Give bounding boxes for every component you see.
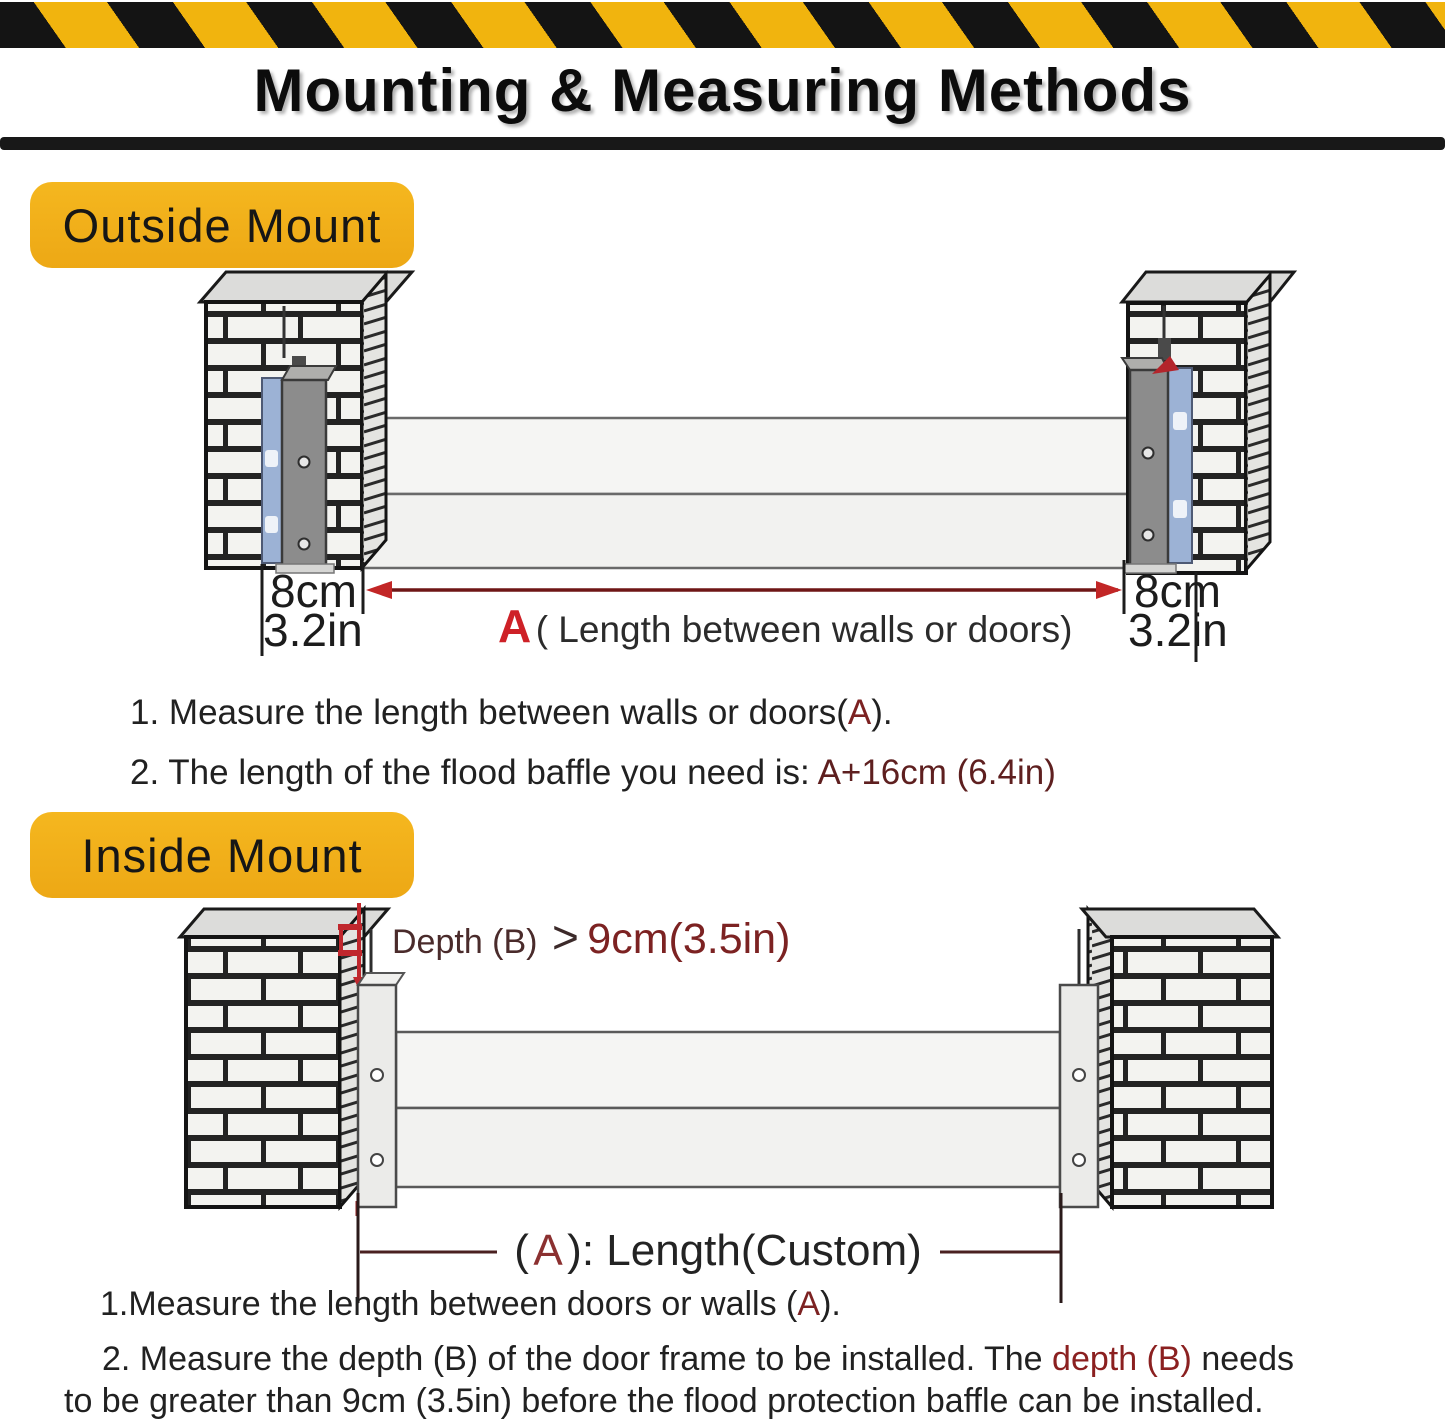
dim-right-in: 3.2in [1128, 604, 1228, 656]
dim-left-cm: 8cm [270, 565, 357, 617]
depth-value: 9cm(3.5in) [587, 915, 791, 963]
hazard-stripe-banner [0, 2, 1445, 48]
length-label-open: ( [514, 1226, 529, 1275]
page-title: Mounting & Measuring Methods [253, 57, 1192, 124]
text-segment: to be greater than 9cm (3.5in) before the flood protection baffle can be installed. [64, 1381, 1264, 1420]
text-segment: 2. Measure the depth (B) of the door frame to be installed. The [102, 1340, 1053, 1379]
text-accent: A [797, 1285, 821, 1323]
right-brick-pillar [1082, 909, 1278, 1207]
length-arrow-label [498, 600, 1072, 652]
inside-mount-instructions [64, 1284, 1436, 1422]
instruction-line-1 [100, 1284, 1436, 1325]
outside-mount-badge-label: Outside Mount [62, 198, 382, 252]
dim-left-in: 3.2in [263, 604, 363, 656]
text-segment: ). [820, 1285, 841, 1323]
inside-mount-diagram [0, 895, 1445, 1315]
outside-mount-badge [30, 182, 414, 268]
instruction-line-2 [130, 752, 1390, 795]
instruction-line-1 [130, 692, 1390, 735]
text-accent: A+16cm (6.4in) [817, 752, 1056, 792]
outside-mount-diagram [0, 260, 1445, 680]
text-segment: 2. The length of the flood baffle you need is: [130, 752, 818, 792]
text-segment: ). [871, 693, 893, 732]
text-segment: needs [1191, 1340, 1294, 1379]
anchor-pin [1158, 338, 1171, 360]
length-label-a: A [533, 1226, 563, 1275]
text-accent: depth (B) [1052, 1340, 1192, 1379]
screw-hole [299, 539, 310, 550]
text-accent: A [847, 693, 872, 732]
rubber-seal-strip [1168, 368, 1192, 563]
title-divider-bar [0, 137, 1445, 150]
instruction-line-2 [64, 1339, 1436, 1422]
label-a: A [498, 600, 532, 652]
depth-label-text: Depth (B) [392, 923, 538, 961]
arrow-head-left [366, 581, 392, 599]
length-label [514, 1226, 922, 1275]
text-segment: 1.Measure the length between doors or walls ( [100, 1285, 798, 1323]
screw-hole [1143, 530, 1154, 541]
inside-mount-badge-label: Inside Mount [81, 828, 363, 882]
inside-mount-badge [30, 812, 414, 898]
flood-barrier-panels [324, 418, 1131, 568]
length-label-text: ): Length(Custom) [567, 1226, 922, 1275]
depth-gt-sign: > [551, 911, 579, 963]
screw-hole [1143, 448, 1154, 459]
screw-hole [1073, 1069, 1085, 1081]
text-segment: 1. Measure the length between walls or doors( [130, 693, 848, 732]
screw-hole [1073, 1154, 1085, 1166]
label-text: ( Length between walls or doors) [535, 609, 1073, 650]
depth-label [392, 911, 790, 963]
screw-hole [371, 1069, 383, 1081]
screw-hole [371, 1154, 383, 1166]
rubber-seal-strip [262, 378, 282, 563]
flood-barrier-panels [396, 1032, 1060, 1187]
dim-right-cm: 8cm [1134, 565, 1221, 617]
outside-mount-instructions [130, 692, 1390, 794]
screw-hole [299, 457, 310, 468]
arrow-head-right [1096, 581, 1122, 599]
